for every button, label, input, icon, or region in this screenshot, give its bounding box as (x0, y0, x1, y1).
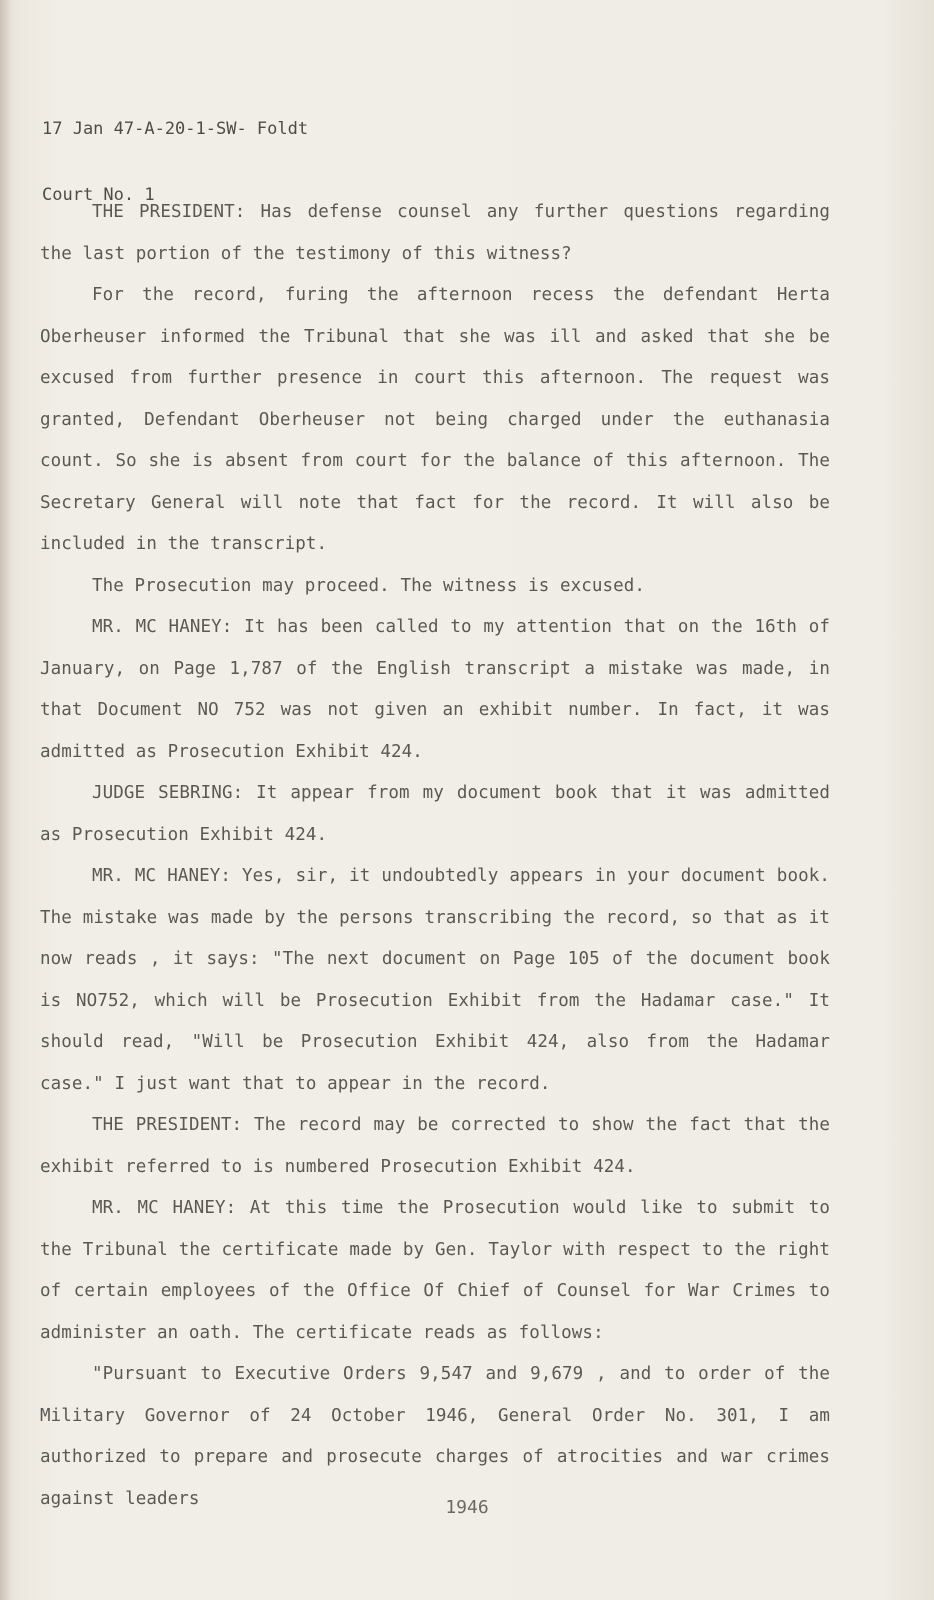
transcript-body (40, 192, 830, 1520)
paragraph-6: MR. MC HANEY: Yes, sir, it undoubtedly appears in your document book. The mistake was made by the persons transcribing the record, so that as it now reads , it says: "The next document on Page 105 of the document book is NO752, which will be Prosecution Exhibit from the Hadamar case." It should read, "Will be Prosecution Exhibit 424, also from the Hadamar case." I just want that to appear in the record. (40, 866, 830, 1094)
paragraph-5: JUDGE SEBRING: It appear from my document book that it was admitted as Prosecution Exhibit 424. (40, 783, 830, 845)
paragraph-9: "Pursuant to Executive Orders 9,547 and 9,679 , and to order of the Military Governor of 24 October 1946, General Order No. 301, I am authorized to prepare and prosecute charges of atrocities and war crimes against leaders (40, 1364, 830, 1509)
page-number: 1946 (445, 1497, 489, 1518)
paragraph-7: THE PRESIDENT: The record may be corrected to show the fact that the exhibit referred to is numbered Prosecution Exhibit 424. (40, 1115, 830, 1177)
paragraph-4: MR. MC HANEY: It has been called to my attention that on the 16th of January, on Page 1,787 of the English transcript a mistake was made, in that Document NO 752 was not given an exhibit number. In fact, it was admitted as Prosecution Exhibit 424. (40, 617, 830, 762)
paragraph-2: For the record, furing the afternoon recess the defendant Herta Oberheuser informed the Tribunal that she was ill and asked that she be excused from further presence in court this afternoon. The request was granted, Defendant Oberheuser not being charged under the euthanasia count. So she is absent from court for the balance of this afternoon. The Secretary General will note that fact for the record. It will also be included in the transcript. (40, 285, 830, 554)
paragraph-8: MR. MC HANEY: At this time the Prosecution would like to submit to the Tribunal the certificate made by Gen. Taylor with respect to the right of certain employees of the Office Of Chief of Counsel for War Crimes to administer an oath. The certificate reads as follows: (40, 1198, 830, 1343)
paragraph-1: THE PRESIDENT: Has defense counsel any further questions regarding the last portion of the testimony of this witness? (40, 202, 830, 264)
header-line-1: 17 Jan 47-A-20-1-SW- Foldt (42, 119, 309, 139)
header-line-2: Court No. 1 (42, 185, 155, 205)
paper-edge (0, 0, 10, 1600)
paragraph-3: The Prosecution may proceed. The witness is excused. (92, 575, 646, 596)
